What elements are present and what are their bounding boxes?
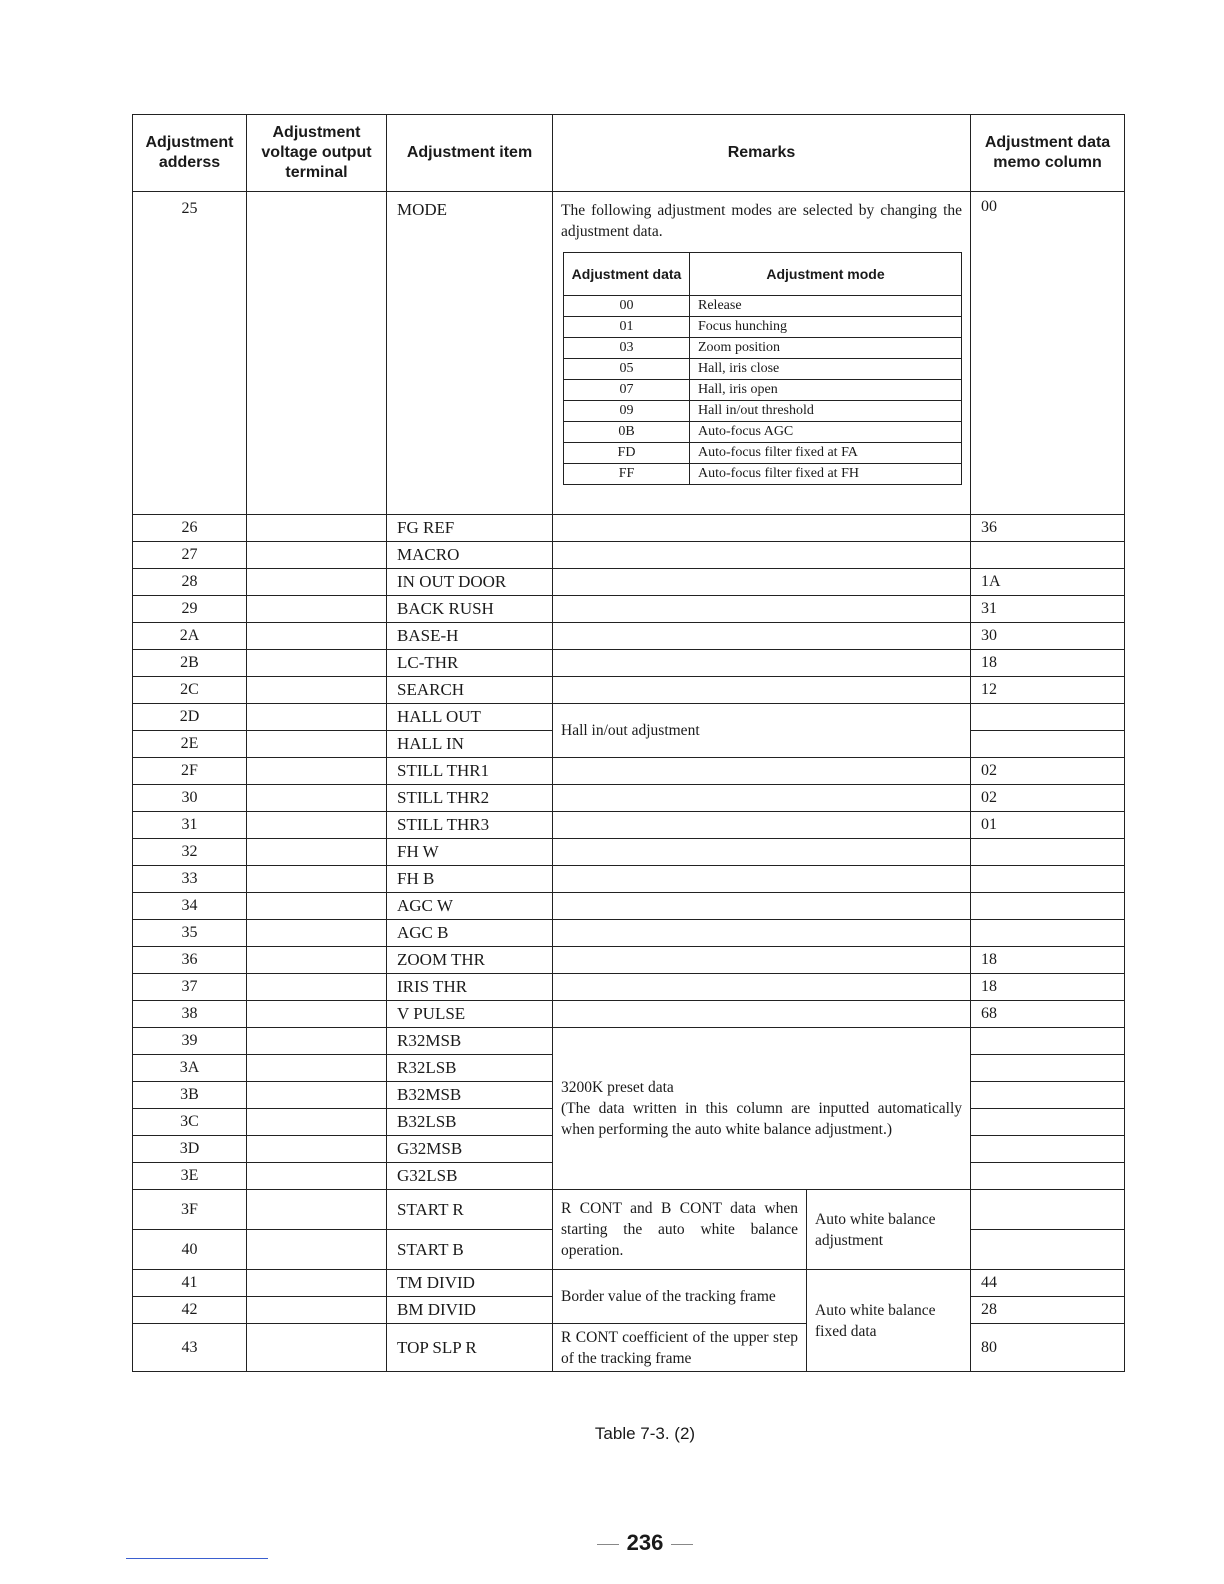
memo-cell: 12	[971, 677, 1125, 704]
item-cell: MACRO	[387, 542, 553, 569]
address-cell: 2B	[133, 650, 247, 677]
item-cell: HALL OUT	[387, 704, 553, 731]
memo-cell: 44	[971, 1270, 1125, 1297]
mode-subtable	[563, 252, 962, 485]
terminal-cell	[247, 947, 387, 974]
memo-cell	[971, 893, 1125, 920]
remarks-cell	[553, 974, 971, 1001]
remarks-cell	[553, 812, 971, 839]
terminal-cell	[247, 515, 387, 542]
table-row	[133, 947, 1125, 974]
item-cell: B32MSB	[387, 1082, 553, 1109]
table-row	[133, 677, 1125, 704]
memo-cell	[971, 731, 1125, 758]
table-row	[133, 785, 1125, 812]
mode-data: 00	[564, 296, 690, 317]
item-cell: G32LSB	[387, 1163, 553, 1190]
terminal-cell	[247, 731, 387, 758]
table-row	[133, 1270, 1125, 1297]
remarks-cell	[553, 623, 971, 650]
mode-name: Release	[690, 296, 962, 317]
memo-cell	[971, 704, 1125, 731]
terminal-cell	[247, 623, 387, 650]
table-row	[133, 1028, 1125, 1055]
mode-name: Hall, iris open	[690, 380, 962, 401]
remarks-cell	[553, 542, 971, 569]
item-cell: BACK RUSH	[387, 596, 553, 623]
header-terminal: Adjustment voltage output terminal	[247, 115, 387, 192]
terminal-cell	[247, 569, 387, 596]
item-cell: IRIS THR	[387, 974, 553, 1001]
table-row	[133, 812, 1125, 839]
terminal-cell	[247, 974, 387, 1001]
header-item: Adjustment item	[387, 115, 553, 192]
terminal-cell	[247, 1001, 387, 1028]
table-row	[133, 974, 1125, 1001]
address-cell: 39	[133, 1028, 247, 1055]
mode-name: Focus hunching	[690, 317, 962, 338]
rcont-remarks-cell: R CONT coefficient of the upper step of the tracking frame	[553, 1324, 807, 1372]
memo-cell: 1A	[971, 569, 1125, 596]
item-cell: SEARCH	[387, 677, 553, 704]
terminal-cell	[247, 650, 387, 677]
sub-header-mode: Adjustment mode	[690, 253, 962, 296]
address-cell: 43	[133, 1324, 247, 1372]
address-cell: 27	[133, 542, 247, 569]
terminal-cell	[247, 1028, 387, 1055]
item-cell: LC-THR	[387, 650, 553, 677]
adjustment-table	[132, 114, 1125, 1372]
memo-cell: 02	[971, 758, 1125, 785]
address-cell: 42	[133, 1297, 247, 1324]
terminal-cell	[247, 1136, 387, 1163]
terminal-cell	[247, 758, 387, 785]
item-cell: START B	[387, 1230, 553, 1270]
address-cell: 35	[133, 920, 247, 947]
page-number	[560, 1530, 730, 1556]
remarks-cell	[553, 947, 971, 974]
terminal-cell	[247, 596, 387, 623]
item-cell: BM DIVID	[387, 1297, 553, 1324]
address-cell: 2A	[133, 623, 247, 650]
terminal-cell	[247, 1230, 387, 1270]
remarks-cell	[553, 1001, 971, 1028]
item-cell: MODE	[387, 192, 553, 515]
address-cell: 40	[133, 1230, 247, 1270]
mode-row	[564, 422, 962, 443]
remarks-cell	[553, 866, 971, 893]
memo-cell: 30	[971, 623, 1125, 650]
preset-title: 3200K preset data	[561, 1079, 674, 1096]
address-cell: 33	[133, 866, 247, 893]
memo-cell: 36	[971, 515, 1125, 542]
mode-row	[564, 401, 962, 422]
remarks-cell	[553, 785, 971, 812]
terminal-cell	[247, 866, 387, 893]
table-row-mode	[133, 192, 1125, 515]
table-row	[133, 569, 1125, 596]
terminal-cell	[247, 1297, 387, 1324]
address-cell: 3D	[133, 1136, 247, 1163]
address-cell: 2D	[133, 704, 247, 731]
remarks-cell	[553, 569, 971, 596]
memo-cell: 80	[971, 1324, 1125, 1372]
mode-remarks-cell	[553, 192, 971, 515]
address-cell: 2F	[133, 758, 247, 785]
memo-cell	[971, 839, 1125, 866]
remarks-cell	[553, 677, 971, 704]
terminal-cell	[247, 542, 387, 569]
memo-cell: 02	[971, 785, 1125, 812]
item-cell: TOP SLP R	[387, 1324, 553, 1372]
table-row	[133, 839, 1125, 866]
mode-name: Auto-focus filter fixed at FH	[690, 464, 962, 485]
memo-cell	[971, 1055, 1125, 1082]
table-row	[133, 866, 1125, 893]
address-cell: 2E	[133, 731, 247, 758]
terminal-cell	[247, 704, 387, 731]
memo-cell	[971, 920, 1125, 947]
mode-row	[564, 380, 962, 401]
memo-cell: 18	[971, 650, 1125, 677]
item-cell: ZOOM THR	[387, 947, 553, 974]
table-row	[133, 1001, 1125, 1028]
table-row	[133, 1324, 1125, 1372]
address-cell: 29	[133, 596, 247, 623]
mode-name: Auto-focus AGC	[690, 422, 962, 443]
table-row	[133, 650, 1125, 677]
mode-data: FF	[564, 464, 690, 485]
memo-cell	[971, 542, 1125, 569]
item-cell: HALL IN	[387, 731, 553, 758]
remarks-cell	[553, 650, 971, 677]
memo-cell: 18	[971, 974, 1125, 1001]
table-row	[133, 704, 1125, 731]
mode-data: 05	[564, 359, 690, 380]
terminal-cell	[247, 1055, 387, 1082]
memo-cell	[971, 1163, 1125, 1190]
table-row	[133, 758, 1125, 785]
memo-cell	[971, 1136, 1125, 1163]
item-cell: AGC B	[387, 920, 553, 947]
terminal-cell	[247, 812, 387, 839]
mode-data: FD	[564, 443, 690, 464]
item-cell: G32MSB	[387, 1136, 553, 1163]
dash-right	[671, 1544, 693, 1545]
item-cell: TM DIVID	[387, 1270, 553, 1297]
address-cell: 36	[133, 947, 247, 974]
mode-name: Hall, iris close	[690, 359, 962, 380]
item-cell: STILL THR2	[387, 785, 553, 812]
item-cell: FG REF	[387, 515, 553, 542]
hall-remarks-cell: Hall in/out adjustment	[553, 704, 971, 758]
memo-cell	[971, 1230, 1125, 1270]
header-address: Adjustment adderss	[133, 115, 247, 192]
terminal-cell	[247, 1270, 387, 1297]
table-row	[133, 893, 1125, 920]
address-cell: 30	[133, 785, 247, 812]
terminal-cell	[247, 192, 387, 515]
mode-row	[564, 296, 962, 317]
mode-intro-text: The following adjustment modes are selected by changing the adjustment data.	[561, 202, 963, 240]
mode-row	[564, 443, 962, 464]
mode-row	[564, 317, 962, 338]
terminal-cell	[247, 1324, 387, 1372]
remarks-cell	[553, 758, 971, 785]
memo-cell: 68	[971, 1001, 1125, 1028]
header-memo: Adjustment data memo column	[971, 115, 1125, 192]
dash-left	[597, 1544, 619, 1545]
table-row	[133, 542, 1125, 569]
mode-data: 09	[564, 401, 690, 422]
address-cell: 3E	[133, 1163, 247, 1190]
table-row	[133, 596, 1125, 623]
address-cell: 3C	[133, 1109, 247, 1136]
header-remarks: Remarks	[553, 115, 971, 192]
memo-cell	[971, 1190, 1125, 1230]
preset-remarks-cell	[553, 1028, 971, 1190]
address-cell: 25	[133, 192, 247, 515]
terminal-cell	[247, 677, 387, 704]
blue-underline	[126, 1558, 268, 1559]
remarks-cell	[553, 596, 971, 623]
terminal-cell	[247, 1082, 387, 1109]
table-row	[133, 623, 1125, 650]
address-cell: 3F	[133, 1190, 247, 1230]
table-row	[133, 920, 1125, 947]
terminal-cell	[247, 920, 387, 947]
memo-cell	[971, 866, 1125, 893]
item-cell: START R	[387, 1190, 553, 1230]
address-cell: 37	[133, 974, 247, 1001]
address-cell: 3B	[133, 1082, 247, 1109]
address-cell: 38	[133, 1001, 247, 1028]
memo-cell: 00	[971, 192, 1125, 515]
item-cell: FH W	[387, 839, 553, 866]
mode-data: 07	[564, 380, 690, 401]
remarks-cell	[553, 839, 971, 866]
page-number-text: 236	[626, 1530, 664, 1555]
remarks-cell	[553, 893, 971, 920]
terminal-cell	[247, 1109, 387, 1136]
memo-cell: 01	[971, 812, 1125, 839]
item-cell: R32MSB	[387, 1028, 553, 1055]
terminal-cell	[247, 893, 387, 920]
mode-name: Hall in/out threshold	[690, 401, 962, 422]
item-cell: FH B	[387, 866, 553, 893]
address-cell: 34	[133, 893, 247, 920]
mode-row	[564, 359, 962, 380]
address-cell: 31	[133, 812, 247, 839]
mode-data: 03	[564, 338, 690, 359]
address-cell: 26	[133, 515, 247, 542]
item-cell: STILL THR1	[387, 758, 553, 785]
item-cell: IN OUT DOOR	[387, 569, 553, 596]
start-remarks-cell: R CONT and B CONT data when starting the auto white balance operation.	[553, 1190, 807, 1270]
mode-name: Auto-focus filter fixed at FA	[690, 443, 962, 464]
terminal-cell	[247, 839, 387, 866]
memo-cell	[971, 1028, 1125, 1055]
remarks-cell	[553, 920, 971, 947]
item-cell: R32LSB	[387, 1055, 553, 1082]
item-cell: B32LSB	[387, 1109, 553, 1136]
address-cell: 28	[133, 569, 247, 596]
awb-adjustment-cell: Auto white balance adjustment	[807, 1190, 971, 1270]
table-caption: Table 7-3. (2)	[594, 1424, 696, 1443]
terminal-cell	[247, 1190, 387, 1230]
memo-cell: 18	[971, 947, 1125, 974]
remarks-cell	[553, 515, 971, 542]
mode-data: 0B	[564, 422, 690, 443]
border-remarks-cell: Border value of the tracking frame	[553, 1270, 807, 1324]
table-row	[133, 515, 1125, 542]
sub-header-data: Adjustment data	[564, 253, 690, 296]
terminal-cell	[247, 1163, 387, 1190]
memo-cell: 28	[971, 1297, 1125, 1324]
address-cell: 41	[133, 1270, 247, 1297]
item-cell: STILL THR3	[387, 812, 553, 839]
memo-cell: 31	[971, 596, 1125, 623]
terminal-cell	[247, 785, 387, 812]
mode-row	[564, 464, 962, 485]
address-cell: 2C	[133, 677, 247, 704]
item-cell: AGC W	[387, 893, 553, 920]
mode-row	[564, 338, 962, 359]
item-cell: BASE-H	[387, 623, 553, 650]
memo-cell	[971, 1109, 1125, 1136]
awb-fixed-cell: Auto white balance fixed data	[807, 1270, 971, 1372]
table-row	[133, 1190, 1125, 1230]
preset-note: (The data written in this column are inputted automatically when performing the auto white balance adjustment.)	[561, 1100, 963, 1138]
address-cell: 32	[133, 839, 247, 866]
item-cell: V PULSE	[387, 1001, 553, 1028]
header-row	[133, 115, 1125, 192]
address-cell: 3A	[133, 1055, 247, 1082]
mode-data: 01	[564, 317, 690, 338]
mode-name: Zoom position	[690, 338, 962, 359]
memo-cell	[971, 1082, 1125, 1109]
